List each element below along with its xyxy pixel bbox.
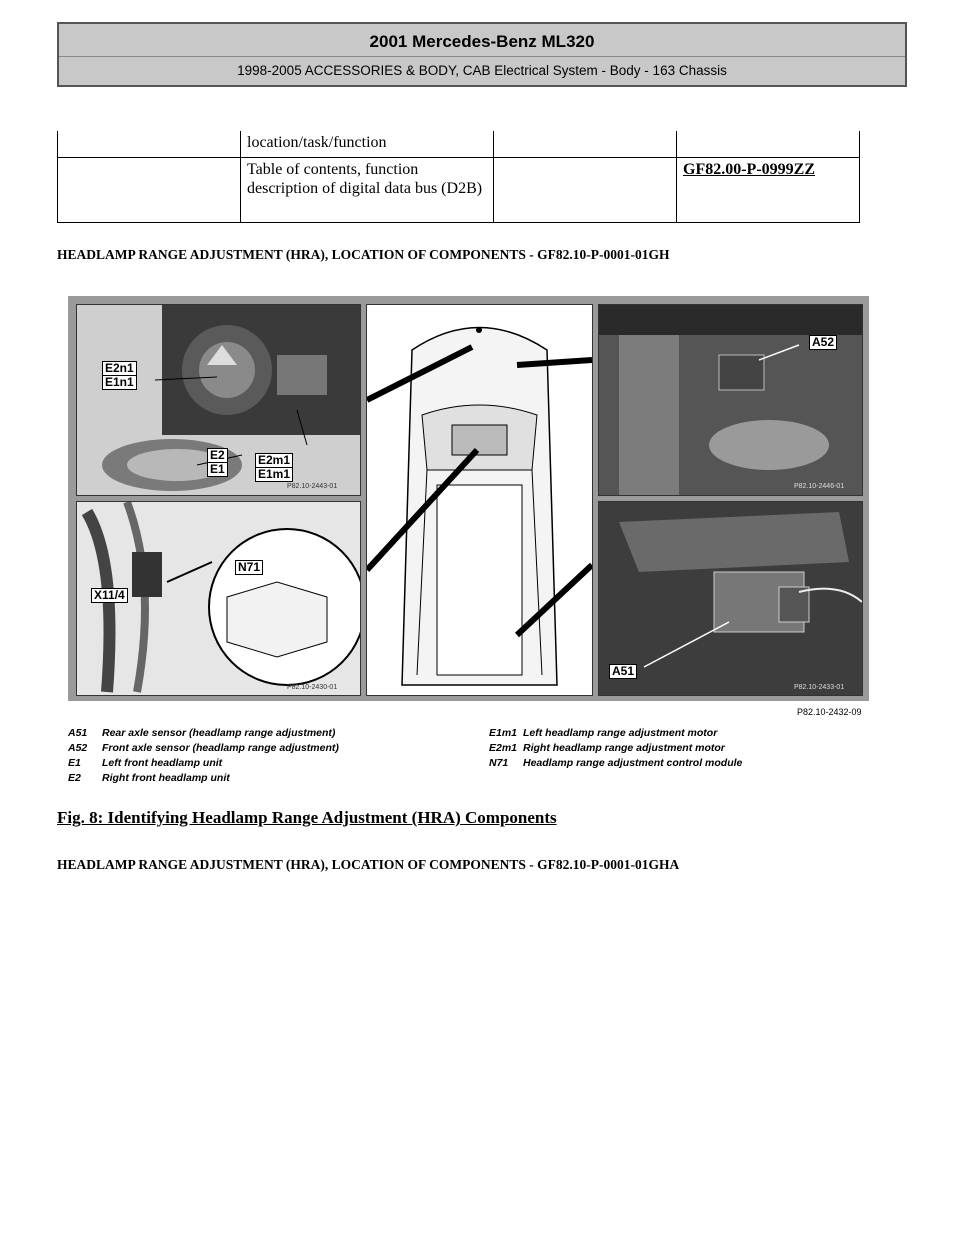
label-e2m1: E2m1 xyxy=(255,453,293,468)
rear-axle-sensor-illustration xyxy=(599,502,862,695)
legend-item: E1 Left front headlamp unit xyxy=(68,757,223,769)
label-e2n1: E2n1 xyxy=(102,361,137,376)
table-cell xyxy=(58,131,241,158)
table-cell xyxy=(494,158,677,223)
legend-item: E2m1 Right headlamp range adjustment motor xyxy=(489,742,725,754)
control-module-photo-panel xyxy=(76,501,361,696)
front-axle-sensor-photo-panel xyxy=(598,304,863,496)
label-e1m1: E1m1 xyxy=(255,467,293,482)
label-a52: A52 xyxy=(809,335,837,350)
vehicle-top-view-panel xyxy=(366,304,593,696)
label-e2: E2 xyxy=(207,448,228,463)
document-subtitle: 1998-2005 ACCESSORIES & BODY, CAB Electrical System - Body - 163 Chassis xyxy=(237,63,727,78)
rear-axle-sensor-photo-panel xyxy=(598,501,863,696)
label-e1: E1 xyxy=(207,462,228,477)
figure-reference: P82.10-2432-09 xyxy=(797,707,862,717)
document-title: 2001 Mercedes-Benz ML320 xyxy=(59,28,905,57)
headlamp-photo-panel xyxy=(76,304,361,496)
front-axle-sensor-illustration xyxy=(599,305,862,495)
document-link[interactable]: GF82.00-P-0999ZZ xyxy=(683,161,815,178)
legend-item: A51 Rear axle sensor (headlamp range adjustment) xyxy=(68,727,336,739)
legend-item: E1m1 Left headlamp range adjustment motor xyxy=(489,727,718,739)
table-cell xyxy=(677,158,860,223)
label-n71: N71 xyxy=(235,560,263,575)
table-cell xyxy=(494,131,677,158)
panel-reference: P82.10-2433-01 xyxy=(794,684,845,691)
reference-table xyxy=(57,131,860,223)
panel-reference: P82.10-2430-01 xyxy=(287,684,338,691)
figure-caption[interactable]: Fig. 8: Identifying Headlamp Range Adjustment (HRA) Components xyxy=(57,808,557,827)
legend-item: E2 Right front headlamp unit xyxy=(68,772,230,784)
table-cell xyxy=(58,158,241,223)
panel-reference: P82.10-2446-01 xyxy=(794,483,845,490)
label-e1n1: E1n1 xyxy=(102,375,137,390)
section-heading: HEADLAMP RANGE ADJUSTMENT (HRA), LOCATION OF COMPONENTS - GF82.10-P-0001-01GH xyxy=(57,247,670,262)
table-cell: location/task/function xyxy=(241,131,494,158)
panel-reference: P82.10-2443-01 xyxy=(287,483,338,490)
legend-item: N71 Headlamp range adjustment control module xyxy=(489,757,743,769)
table-cell: Table of contents, function description of digital data bus (D2B) xyxy=(241,158,494,223)
label-x11-4: X11/4 xyxy=(91,588,128,603)
component-location-figure xyxy=(68,296,869,701)
section-heading: HEADLAMP RANGE ADJUSTMENT (HRA), LOCATION OF COMPONENTS - GF82.10-P-0001-01GHA xyxy=(57,857,680,872)
legend-item: A52 Front axle sensor (headlamp range adjustment) xyxy=(68,742,339,754)
page-header xyxy=(57,22,907,87)
table-row xyxy=(58,158,860,223)
label-a51: A51 xyxy=(609,664,637,679)
table-cell xyxy=(677,131,860,158)
figure-legend xyxy=(68,727,788,787)
vehicle-illustration xyxy=(367,305,592,695)
table-row xyxy=(58,131,860,158)
